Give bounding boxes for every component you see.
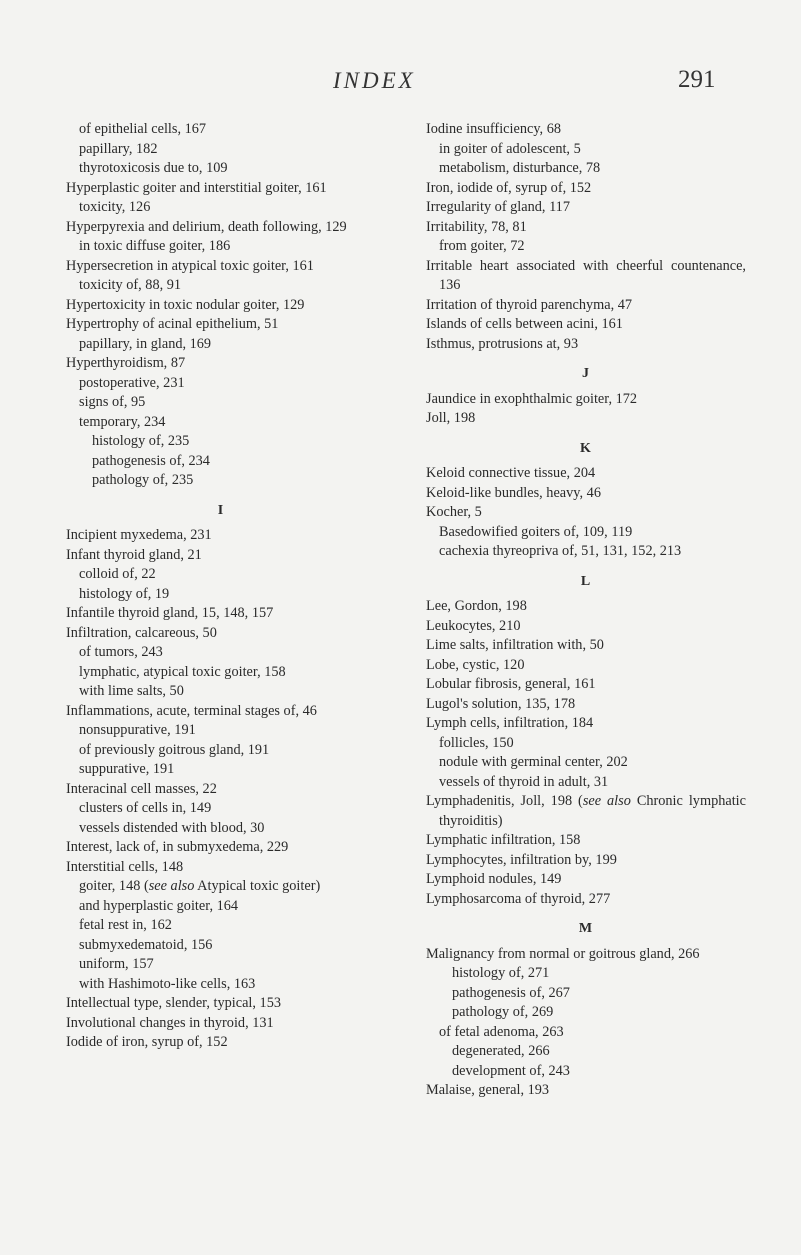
index-subentry: uniform, 157 (79, 956, 154, 972)
index-entry: Inflammations, acute, terminal stages of, 46 (66, 702, 317, 719)
index-subentry: histology of, 19 (79, 585, 170, 602)
index-subentry: lymphatic, atypical toxic goiter, 158 (79, 663, 286, 680)
index-entry: Intellectual type, slender, typical, 153 (66, 995, 281, 1011)
index-entry: Iron, iodide of, syrup of, 152 (426, 179, 592, 196)
index-entry: Lobular fibrosis, general, 161 (426, 676, 596, 692)
index-subentry: nonsuppurative, 191 (79, 722, 196, 738)
index-subentry (66, 877, 376, 897)
index-entry: Malignancy from normal or goitrous gland, 266 (426, 945, 700, 962)
entry-text-cont: Atypical toxic goiter) (194, 878, 321, 894)
index-entry: Interest, lack of, in submyxedema, 229 (66, 839, 289, 855)
index-subentry: of epithelial cells, 167 (79, 121, 207, 137)
section-letter: M (578, 921, 594, 936)
index-subentry: in goiter of adolescent, 5 (439, 140, 581, 157)
entry-text: Lymphadenitis, Joll, 198 ( (426, 793, 583, 809)
index-subentry: postoperative, 231 (79, 374, 185, 391)
index-subentry: fetal rest in, 162 (79, 917, 172, 933)
page-header (0, 64, 801, 104)
index-subentry: follicles, 150 (439, 734, 514, 751)
index-subentry: with lime salts, 50 (79, 683, 184, 699)
index-entry: Lymphocytes, infiltration by, 199 (426, 851, 617, 868)
index-subentry: vessels distended with blood, 30 (79, 819, 265, 836)
index-subentry: toxicity, 126 (79, 199, 151, 215)
index-entry: Lymphosarcoma of thyroid, 277 (426, 890, 611, 907)
index-subentry: papillary, in gland, 169 (79, 335, 212, 352)
section-letter: J (582, 366, 590, 381)
index-subentry: signs of, 95 (79, 394, 146, 410)
index-entry: Lugol's solution, 135, 178 (426, 695, 576, 712)
index-entry: Interacinal cell masses, 22 (66, 780, 217, 797)
entry-text: goiter, 148 ( (79, 878, 149, 894)
index-entry: Malaise, general, 193 (426, 1082, 550, 1098)
index-subentry: from goiter, 72 (439, 238, 525, 254)
entry-text-cont: Chronic lymphatic thyroiditis) (439, 793, 746, 829)
index-subentry: pathology of, 269 (452, 1004, 554, 1020)
index-entry: Lymphatic infiltration, 158 (426, 832, 581, 848)
index-subentry: submyxedematoid, 156 (79, 936, 213, 953)
index-entry: Lymphoid nodules, 149 (426, 871, 562, 887)
index-subentry: nodule with germinal center, 202 (439, 754, 628, 770)
index-column-right (426, 120, 746, 1101)
index-entry (426, 792, 746, 831)
index-entry: Infant thyroid gland, 21 (66, 546, 202, 563)
index-entry: Iodine insufficiency, 68 (426, 121, 561, 137)
entry-see-also: see also (582, 793, 631, 809)
index-entry: Incipient myxedema, 231 (66, 527, 212, 543)
index-subentry: toxicity of, 88, 91 (79, 277, 182, 293)
index-subentry: degenerated, 266 (452, 1043, 550, 1059)
index-subentry: of previously goitrous gland, 191 (79, 741, 270, 758)
index-subentry: of fetal adenoma, 263 (439, 1023, 564, 1040)
index-subentry: histology of, 235 (92, 433, 190, 449)
index-entry: Lee, Gordon, 198 (426, 598, 527, 614)
index-subentry: metabolism, disturbance, 78 (439, 160, 601, 176)
index-subentry: thyrotoxicosis due to, 109 (79, 160, 228, 176)
index-entry: Hyperthyroidism, 87 (66, 355, 186, 371)
index-entry: Islands of cells between acini, 161 (426, 316, 623, 332)
index-entry: Hyperpyrexia and delirium, death following, 129 (66, 218, 347, 235)
index-entry: Irritable heart associated with cheerful countenance, 136 (426, 257, 746, 293)
index-subentry: pathogenesis of, 267 (452, 984, 570, 1001)
index-subentry: Basedowified goiters of, 109, 119 (439, 523, 633, 540)
index-column-left (66, 120, 376, 1053)
index-entry: Interstitial cells, 148 (66, 858, 184, 875)
index-subentry: pathogenesis of, 234 (92, 452, 210, 469)
index-subentry: in toxic diffuse goiter, 186 (79, 238, 231, 254)
index-subentry: and hyperplastic goiter, 164 (79, 897, 239, 914)
index-entry: Iodide of iron, syrup of, 152 (66, 1034, 228, 1050)
index-subentry: temporary, 234 (79, 413, 166, 430)
index-entry: Hypersecretion in atypical toxic goiter, 161 (66, 257, 314, 274)
index-entry: Keloid connective tissue, 204 (426, 465, 596, 481)
section-letter: K (580, 440, 592, 456)
index-subentry: suppurative, 191 (79, 761, 175, 777)
index-entry: Lime salts, infiltration with, 50 (426, 637, 604, 653)
index-entry: Leukocytes, 210 (426, 617, 521, 634)
index-entry: Keloid-like bundles, heavy, 46 (426, 484, 601, 501)
index-subentry: colloid of, 22 (79, 566, 156, 582)
index-entry: Hyperplastic goiter and interstitial goiter, 161 (66, 179, 327, 196)
index-entry: Lymph cells, infiltration, 184 (426, 715, 594, 731)
index-subentry: histology of, 271 (452, 965, 550, 981)
index-subentry: vessels of thyroid in adult, 31 (439, 773, 609, 790)
index-entry: Infantile thyroid gland, 15, 148, 157 (66, 605, 274, 621)
section-letter: L (580, 573, 592, 589)
index-entry: Irritation of thyroid parenchyma, 47 (426, 296, 633, 313)
index-entry: Hypertoxicity in toxic nodular goiter, 129 (66, 296, 305, 313)
index-subentry: development of, 243 (452, 1062, 570, 1079)
entry-see-also: see also (148, 878, 195, 894)
index-entry: Hypertrophy of acinal epithelium, 51 (66, 316, 279, 332)
index-entry: Isthmus, protrusions at, 93 (426, 335, 579, 352)
index-subentry: of tumors, 243 (79, 644, 163, 660)
section-letter: I (217, 502, 225, 518)
index-entry: Irritability, 78, 81 (426, 218, 527, 235)
index-subentry: papillary, 182 (79, 140, 158, 157)
running-head: INDEX (333, 68, 416, 93)
index-subentry: cachexia thyreopriva of, 51, 131, 152, 213 (439, 543, 682, 559)
index-entry: Infiltration, calcareous, 50 (66, 624, 217, 641)
index-entry: Kocher, 5 (426, 504, 482, 520)
index-entry: Jaundice in exophthalmic goiter, 172 (426, 390, 638, 407)
index-subentry: pathology of, 235 (92, 472, 194, 488)
index-entry: Irregularity of gland, 117 (426, 199, 570, 215)
index-subentry: clusters of cells in, 149 (79, 800, 212, 816)
page-number: 291 (678, 66, 716, 93)
index-entry: Joll, 198 (426, 410, 476, 426)
index-entry: Involutional changes in thyroid, 131 (66, 1014, 274, 1031)
index-subentry: with Hashimoto-like cells, 163 (79, 975, 256, 992)
index-entry: Lobe, cystic, 120 (426, 656, 525, 673)
